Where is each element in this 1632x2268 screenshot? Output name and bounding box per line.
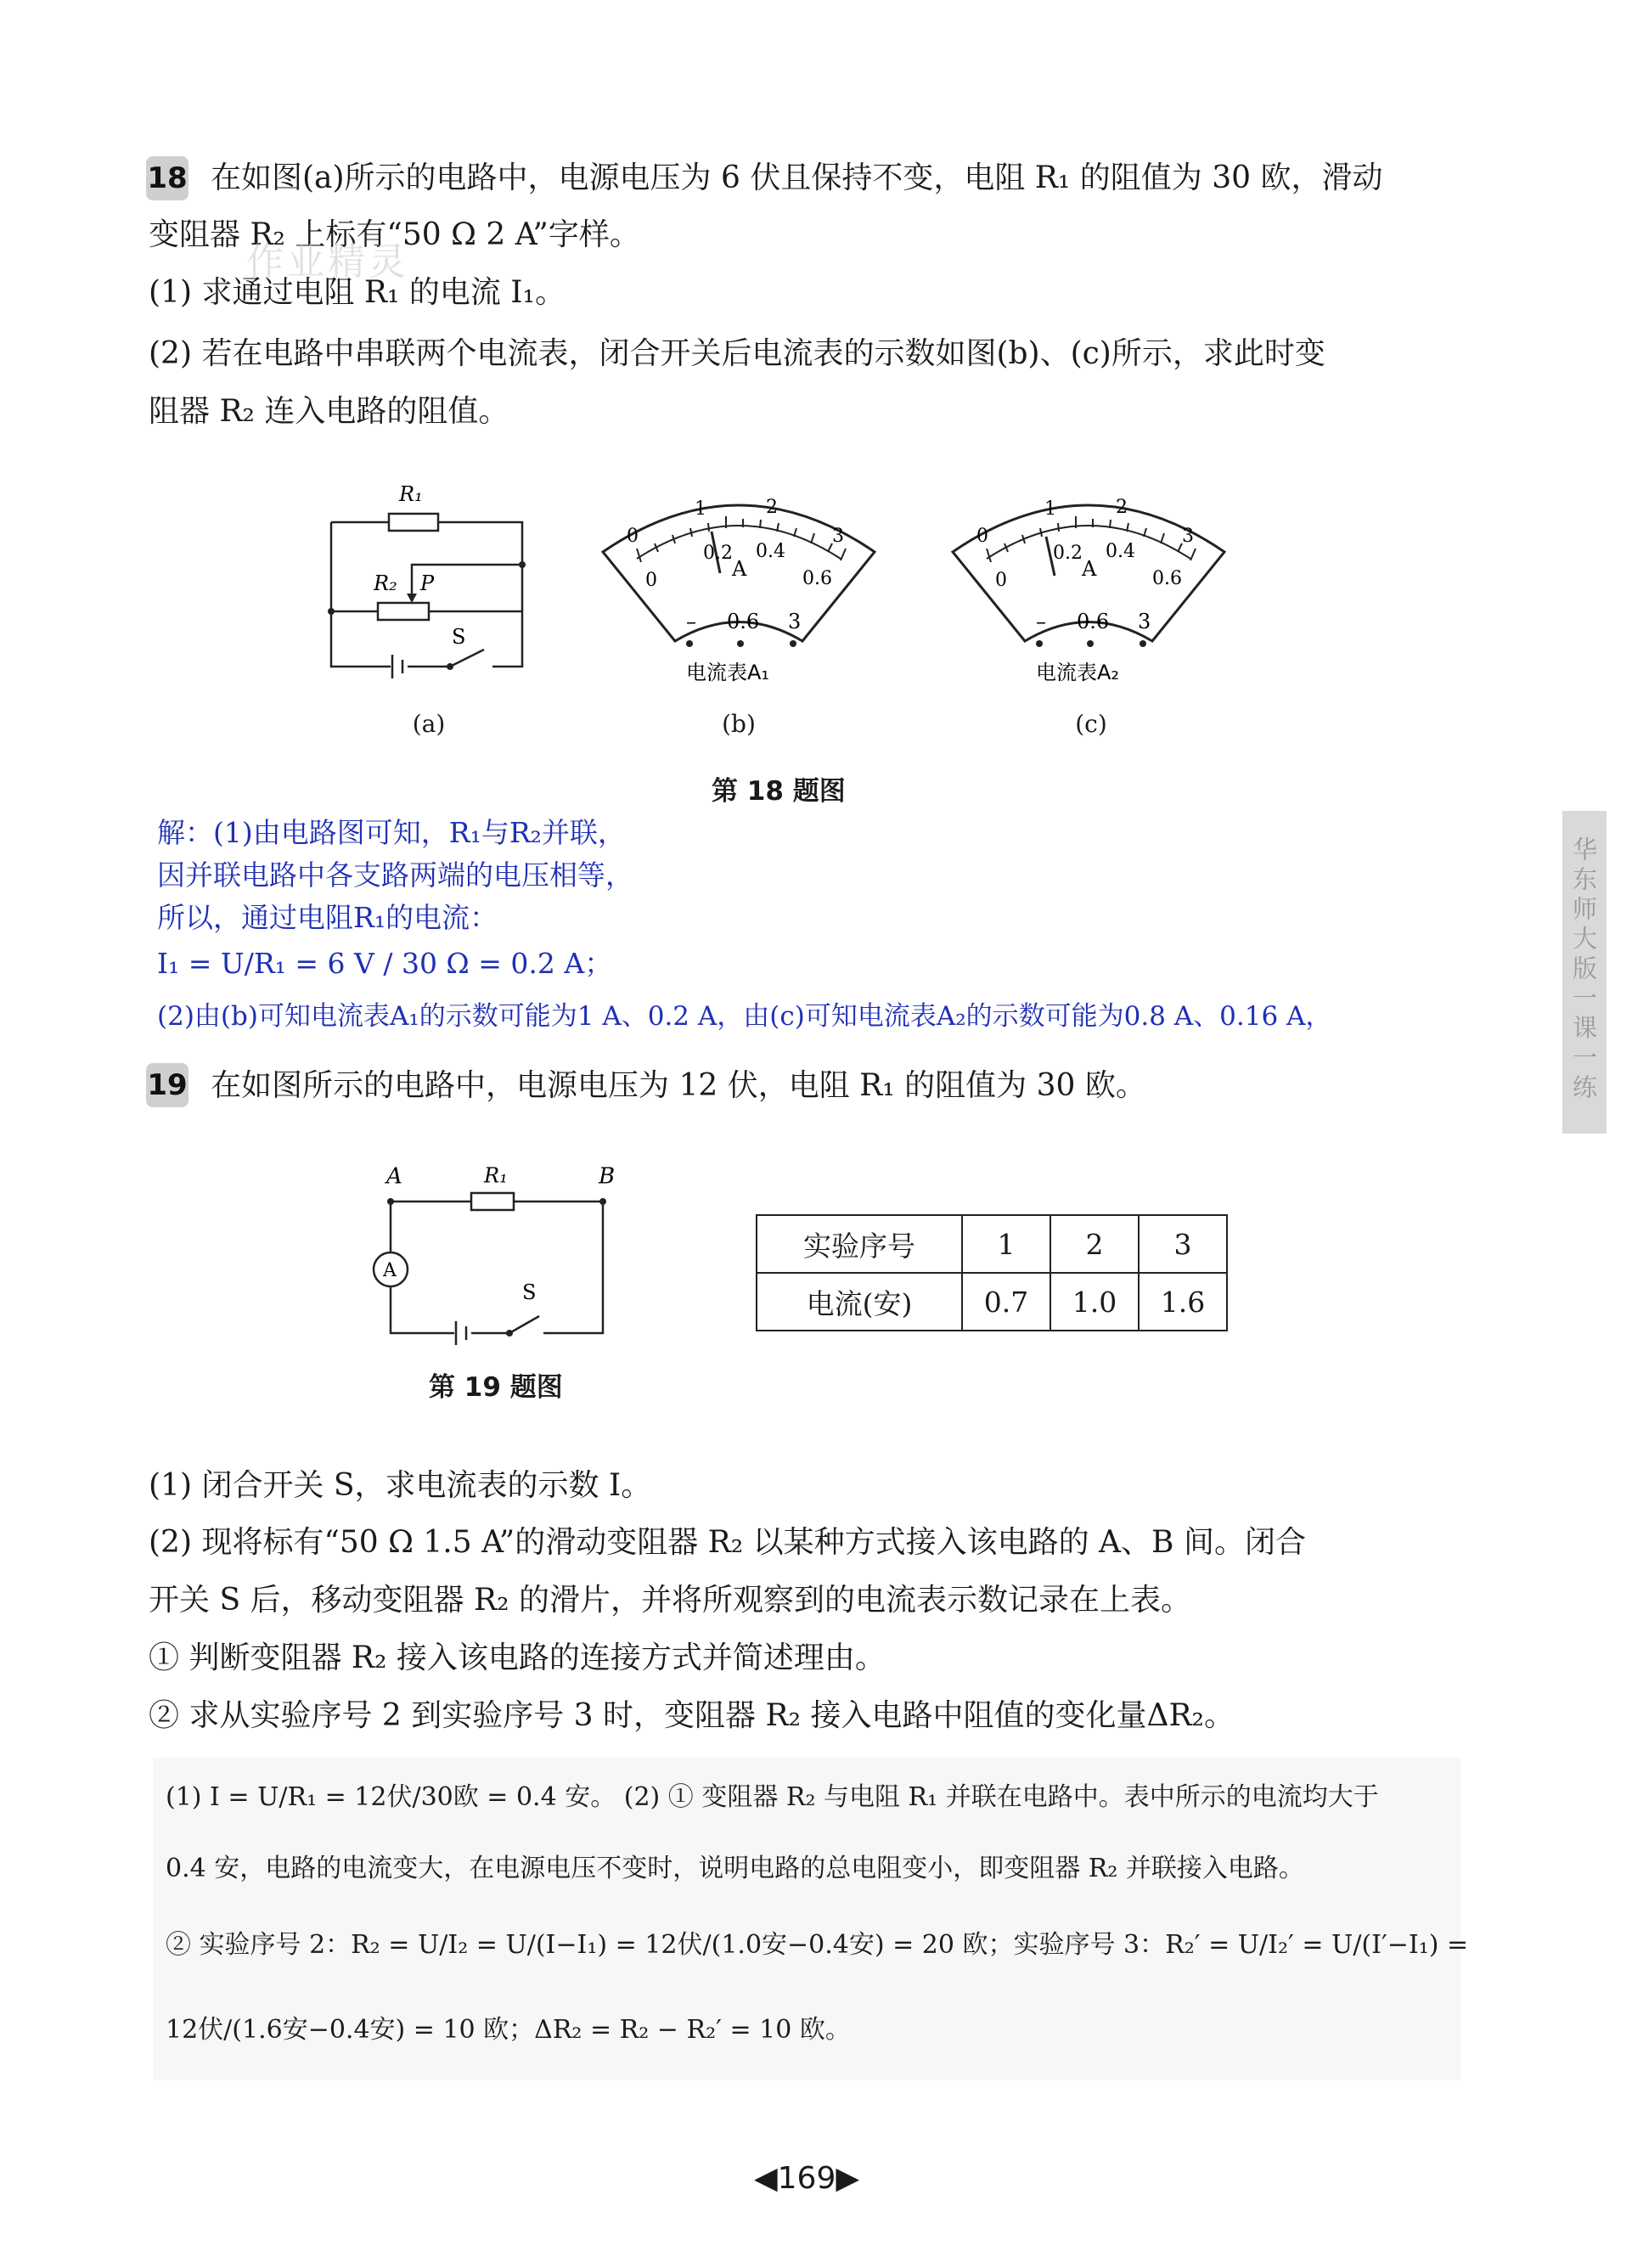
page-left-arrow-icon: ◀ [753, 2161, 778, 2196]
q18-ammeter-a2 [944, 476, 1233, 688]
q19-label-r1: R₁ [484, 1163, 508, 1188]
q19-label-s: S [522, 1280, 537, 1304]
q18-label-r1: R₁ [399, 482, 423, 506]
a1-scale-top-2: 2 [766, 497, 778, 518]
q19-sub1: (1) 闭合开关 S，求电流表的示数 I。 [149, 1468, 652, 1503]
page-number [730, 2161, 883, 2196]
a1-label: 电流表A₁ [686, 661, 770, 684]
a2-scale-bottom-04: 0.4 [1106, 541, 1135, 562]
q19-sub2-line2: 开关 S 后，移动变阻器 R₂ 的滑片，并将所观察到的电流表示数记录在上表。 [149, 1583, 1191, 1618]
q18-sub1: (1) 求通过电阻 R₁ 的电流 I₁。 [149, 275, 566, 310]
a2-scale-bottom-02: 0.2 [1053, 543, 1083, 564]
table-cell: 1.6 [1139, 1273, 1227, 1331]
watermark: 作业精灵 [246, 240, 409, 284]
q19-answer-line1: (1) I = U/R₁ = 12伏/30欧 = 0.4 安。 (2) ① 变阻器 R₂ 与电阻 R₁ 并联在电路中。表中所示的电流均大于 [166, 1782, 1379, 1812]
a2-scale-top-3: 3 [1182, 526, 1194, 547]
table-cell: 1 [962, 1215, 1050, 1273]
q18-circuit-diagram [314, 471, 543, 684]
q19-answer-line3: ② 实验序号 2：R₂ = U/I₂ = U/(I−I₁) = 12伏/(1.0安−0.4安) = 20 欧；实验序号 3：R₂′ = U/I₂′ = U/(I′−I₁) = [166, 1930, 1469, 1960]
a2-unit: A [1082, 557, 1097, 581]
q19-answer-line4: 12伏/(1.6安−0.4安) = 10 欧；ΔR₂ = R₂ − R₂′ = 10 欧。 [166, 2015, 851, 2045]
q18-sub2-line1: (2) 若在电路中串联两个电流表，闭合开关后电流表的示数如图(b)、(c)所示，求此时变 [149, 336, 1325, 371]
question-number-18: 18 [146, 156, 189, 200]
q18-solution-line4: I₁ = U/R₁ = 6 V / 30 Ω = 0.2 A； [157, 947, 613, 980]
q18-label-r2: R₂ [374, 571, 397, 595]
a1-scale-bottom-0: 0 [645, 570, 657, 591]
q18-sub2-line2: 阻器 R₂ 连入电路的阻值。 [149, 394, 509, 429]
sidebar-book-title: 华东师大版一课一练 [1569, 836, 1598, 1104]
a1-unit: A [732, 557, 747, 581]
q18-solution-line1: 解：(1)由电路图可知，R₁与R₂并联， [157, 816, 626, 849]
a1-scale-bottom-06: 0.6 [802, 568, 832, 589]
q18-figure-title: 第 18 题图 [712, 776, 846, 807]
q19-sub2-item1: ① 判断变阻器 R₂ 接入该电路的连接方式并简述理由。 [149, 1641, 886, 1675]
a2-scale-top-0: 0 [976, 526, 988, 547]
table-cell: 2 [1050, 1215, 1139, 1273]
a2-label: 电流表A₂ [1036, 661, 1120, 684]
q18-stem-line1: 在如图(a)所示的电路中，电源电压为 6 伏且保持不变，电阻 R₁ 的阻值为 30 欧，滑动 [211, 160, 1383, 195]
q19-label-a: A [386, 1163, 402, 1190]
a2-scale-top-1: 1 [1044, 498, 1056, 520]
a2-scale-bottom-06: 0.6 [1152, 568, 1182, 589]
page-number-text: 169 [777, 2161, 836, 2196]
q18-stem-line2: 变阻器 R₂ 上标有“50 Ω 2 A”字样。 [149, 217, 640, 252]
a1-terminal-06: 0.6 [727, 610, 760, 633]
a1-scale-top-1: 1 [695, 498, 706, 520]
q18-solution-line3: 所以，通过电阻R₁的电流： [157, 901, 498, 934]
q19-sub2-line1: (2) 现将标有“50 Ω 1.5 A”的滑动变阻器 R₂ 以某种方式接入该电路的 A、B 间。闭合 [149, 1525, 1306, 1560]
q19-stem-line1: 在如图所示的电路中，电源电压为 12 伏，电阻 R₁ 的阻值为 30 欧。 [211, 1068, 1146, 1103]
q19-sub2-item2: ② 求从实验序号 2 到实验序号 3 时，变阻器 R₂ 接入电路中阻值的变化量ΔR₂。 [149, 1698, 1235, 1733]
table-row [757, 1215, 1227, 1273]
q19-circuit-diagram [357, 1163, 637, 1350]
page-right-arrow-icon: ▶ [836, 2161, 860, 2196]
q18-ammeter-a1 [594, 476, 883, 688]
a2-terminal-3: 3 [1138, 610, 1151, 633]
table-header-current: 电流(安) [757, 1273, 962, 1331]
a1-terminal-neg: – [686, 610, 696, 633]
q19-answer-line2: 0.4 安，电路的电流变大，在电源电压不变时，说明电路的总电阻变小，即变阻器 R₂ 并联接入电路。 [166, 1854, 1304, 1883]
table-header-seq: 实验序号 [757, 1215, 962, 1273]
a1-terminal-3: 3 [788, 610, 802, 633]
q18-solution-line2: 因并联电路中各支路两端的电压相等， [157, 858, 633, 892]
table-cell: 1.0 [1050, 1273, 1139, 1331]
a1-scale-bottom-04: 0.4 [756, 541, 785, 562]
q18-caption-c: (c) [1075, 710, 1107, 738]
q18-label-s: S [452, 625, 466, 649]
a2-scale-top-2: 2 [1116, 497, 1128, 518]
question-number-19: 19 [146, 1063, 189, 1107]
q19-data-table [756, 1214, 1228, 1331]
q19-label-b: B [599, 1163, 616, 1190]
a2-scale-bottom-0: 0 [995, 570, 1007, 591]
a1-scale-top-3: 3 [832, 526, 844, 547]
a1-scale-bottom-02: 0.2 [703, 543, 733, 564]
table-cell: 0.7 [962, 1273, 1050, 1331]
q18-caption-a: (a) [412, 710, 446, 738]
a1-scale-top-0: 0 [627, 526, 639, 547]
q18-label-p: P [420, 571, 435, 595]
q19-ammeter-symbol: A [383, 1260, 397, 1281]
a2-terminal-06: 0.6 [1077, 610, 1110, 633]
q18-solution-line5: (2)由(b)可知电流表A₁的示数可能为1 A、0.2 A，由(c)可知电流表A₂的示数可能为0.8 A、0.16 A， [157, 1001, 1332, 1032]
table-cell: 3 [1139, 1215, 1227, 1273]
a2-terminal-neg: – [1036, 610, 1046, 633]
q18-caption-b: (b) [722, 710, 756, 738]
table-row [757, 1273, 1227, 1331]
q19-figure-title: 第 19 题图 [429, 1372, 563, 1403]
